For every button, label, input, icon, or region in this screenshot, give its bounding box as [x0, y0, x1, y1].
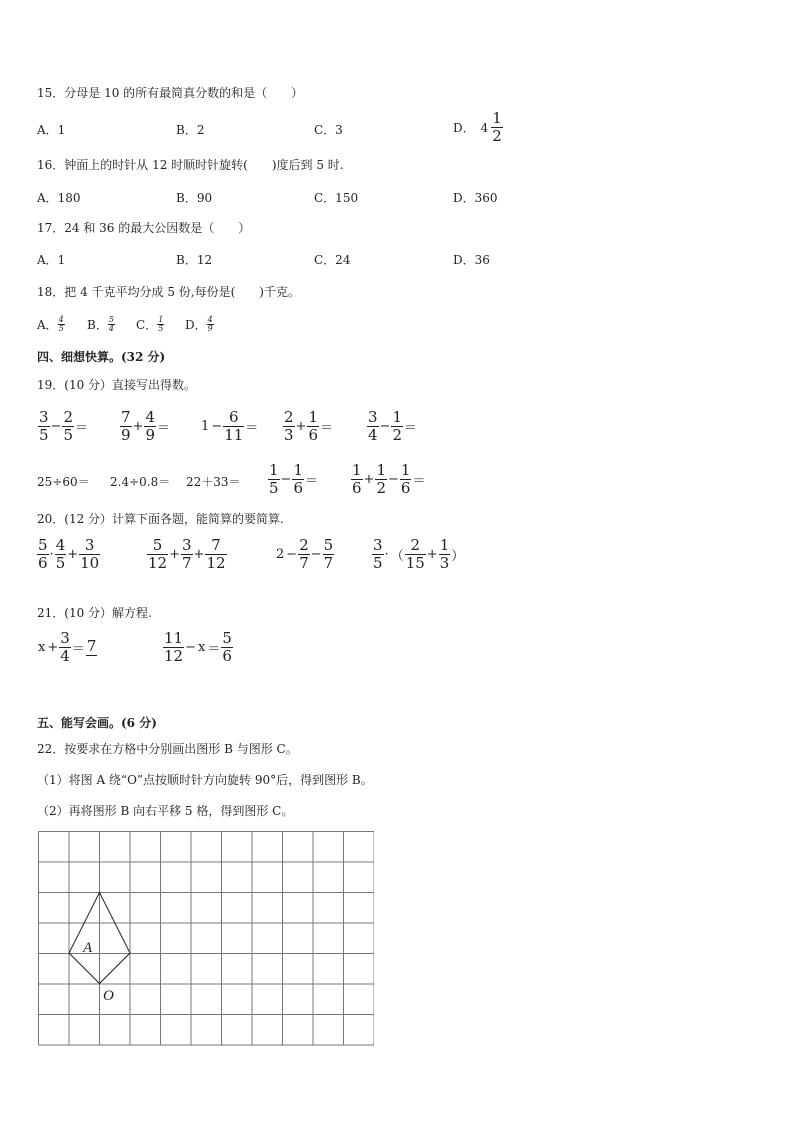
q15-text: 15．分母是 10 的所有最简真分数的和是（ ） — [37, 86, 304, 100]
q19-expr-1: $\frac{3}{5}$ − $\frac{2}{5}$ ＝ — [39, 408, 89, 444]
q15-option-b: B．2 — [176, 123, 205, 137]
q16-text: 16．钟面上的时针从 12 时顺时针旋转( )度后到 5 时. — [37, 158, 344, 172]
q18-text: 18．把 4 千克平均分成 5 份,每份是( )千克。 — [37, 285, 300, 299]
q18-option-a: A． $\frac{4}{5}$ — [37, 315, 64, 333]
q20-text: 20．(12 分）计算下面各题，能简算的要简算. — [37, 512, 284, 526]
q19-expr-9: $\frac{1}{5}$ − $\frac{1}{6}$ ＝ — [269, 461, 319, 497]
q16-option-d: D．360 — [453, 191, 498, 205]
drawing-grid[interactable] — [38, 831, 374, 1047]
q19-expr-3: 1 − $\frac{6}{11}$ ＝ — [201, 408, 259, 444]
q21-text: 21．(10 分）解方程. — [37, 606, 152, 620]
q17-text: 17．24 和 36 的最大公因数是（ ） — [37, 221, 251, 235]
q21-equation-1: x + $\frac{3}{4}$ ＝ 7 — [38, 629, 97, 665]
q19-expr-10: $\frac{1}{6}$ + $\frac{1}{2}$ − $\frac{1}{6}$ ＝ — [352, 461, 426, 497]
q16-option-a: A．180 — [37, 191, 81, 205]
q19-expr-5: $\frac{3}{4}$ − $\frac{1}{2}$ ＝ — [368, 408, 418, 444]
q21-equation-2: $\frac{11}{12}$ − x ＝ $\frac{5}{6}$ — [164, 629, 232, 665]
q15-option-a: A．1 — [37, 123, 66, 137]
q19-expr-4: $\frac{2}{3}$ + $\frac{1}{6}$ ＝ — [284, 408, 334, 444]
q18-option-b: B． $\frac{5}{4}$ — [87, 315, 114, 333]
point-o-label: O — [103, 988, 114, 1004]
q22-text: 22．按要求在方格中分别画出图形 B 与图形 C。 — [37, 742, 298, 756]
q17-option-b: B．12 — [176, 253, 213, 267]
q20-expr-4: $\frac{3}{5}$ · （ $\frac{2}{15}$ + $\frac{1}{3}$ ） — [373, 536, 465, 572]
q20-expr-1: $\frac{5}{6}$ · $\frac{4}{5}$ + $\frac{3}{10}$ — [38, 536, 100, 572]
q22-step-2: （2）再将图形 B 向右平移 5 格，得到图形 C。 — [37, 804, 294, 818]
q17-option-a: A．1 — [37, 253, 66, 267]
q19-expr-6: 25÷60＝ — [37, 475, 90, 489]
q15-option-c: C．3 — [314, 123, 343, 137]
q16-option-c: C．150 — [314, 191, 359, 205]
q19-expr-8: 22＋33＝ — [186, 475, 241, 489]
q17-option-d: D．36 — [453, 253, 490, 267]
section-4-heading: 四、细想快算。(32 分) — [37, 350, 166, 364]
q20-expr-3: 2 − $\frac{2}{7}$ − $\frac{5}{7}$ — [276, 536, 334, 572]
q19-expr-7: 2.4÷0.8＝ — [110, 475, 171, 489]
q22-step-1: （1）将图 A 绕“O”点按顺时针方向旋转 90°后，得到图形 B。 — [37, 773, 373, 787]
section-5-heading: 五、能写会画。(6 分) — [37, 716, 157, 730]
q20-expr-2: $\frac{5}{12}$ + $\frac{3}{7}$ + $\frac{7}{12}$ — [148, 536, 226, 572]
q17-option-c: C．24 — [314, 253, 351, 267]
q18-option-c: C． $\frac{1}{5}$ — [136, 315, 164, 333]
q19-expr-2: $\frac{7}{9}$ + $\frac{4}{9}$ ＝ — [121, 408, 171, 444]
q18-option-d: D． $\frac{4}{9}$ — [185, 315, 213, 333]
q15-option-d: D． 4 $\frac{1}{2}$ — [453, 109, 502, 145]
shape-a-label: A — [83, 940, 93, 956]
q16-option-b: B．90 — [176, 191, 213, 205]
q19-text: 19．(10 分）直接写出得数。 — [37, 378, 197, 392]
